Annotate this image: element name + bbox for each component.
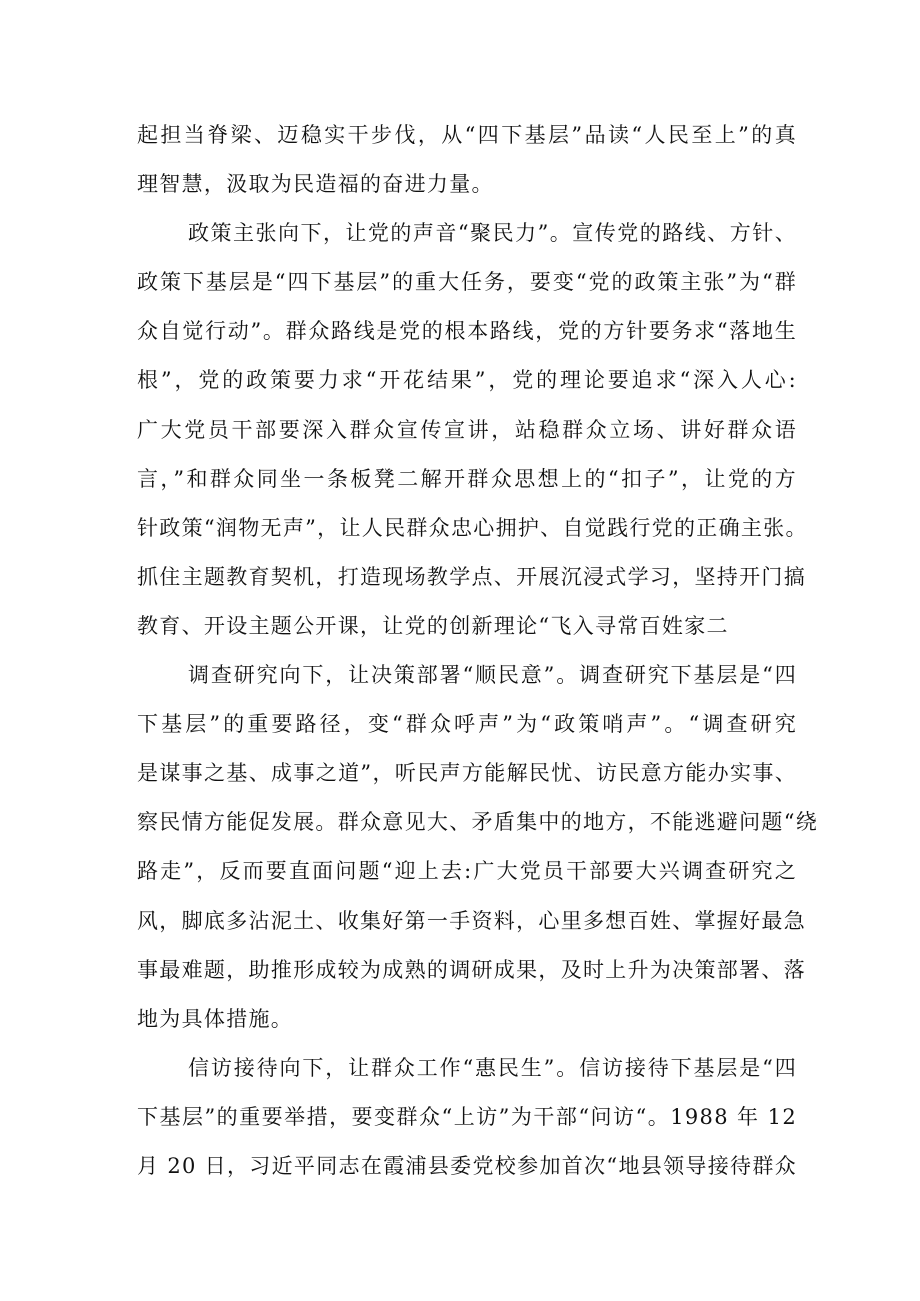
- text-line: 抓住主题教育契机，打造现场教学点、开展沉浸式学习，坚持开门搞: [137, 564, 806, 589]
- text-line: 信访接待向下，让群众工作“惠民生”。信访接待下基层是“四: [188, 1055, 797, 1080]
- text-line: 下基层”的重要举措，要变群众“上访”为干部“问访“。1988 年 12: [137, 1104, 797, 1129]
- text-line: 根”，党的政策要力求“开花结果”，党的理论要追求“深入人心:: [137, 368, 797, 393]
- text-line: 路走”，反而要直面问题“迎上去:广大党员干部要大兴调查研究之: [137, 859, 797, 884]
- body-text: [137, 111, 819, 1191]
- text-line: 针政策“润物无声”，让人民群众忠心拥护、自觉践行党的正确主张。: [137, 515, 808, 540]
- text-line: 众自觉行动”。群众路线是党的根本路线，党的方针要务求“落地生: [137, 319, 797, 344]
- paragraph-2: [137, 209, 808, 651]
- text-line: 政策主张向下，让党的声音“聚民力”。宣传党的路线、方针、: [188, 221, 797, 246]
- text-line: 言，”和群众同坐一条板凳二解开群众思想上的“扣子”，让党的方: [137, 466, 797, 491]
- text-line: 广大党员干部要深入群众宣传宣讲，站稳群众立场、讲好群众语: [137, 417, 797, 442]
- text-line: 下基层”的重要路径，变“群众呼声”为“政策哨声”。“调查研究: [137, 712, 797, 737]
- text-line: 地为具体措施。: [137, 1006, 294, 1031]
- text-line: 事最难题，助推形成较为成熟的调研成果，及时上升为决策部署、落: [137, 957, 806, 982]
- paragraph-1: [137, 111, 797, 209]
- text-line: 政策下基层是“四下基层”的重大任务，要变“党的政策主张”为“群: [137, 270, 797, 295]
- text-line: 察民情方能促发展。群众意见大、矛盾集中的地方，不能逃避问题“绕: [137, 810, 819, 835]
- text-line: 调查研究向下，让决策部署“顺民意”。调查研究下基层是“四: [188, 663, 797, 688]
- text-line: 是谋事之基、成事之道”，听民声方能解民忧、访民意方能办实事、: [137, 761, 797, 786]
- text-line: 教育、开设主题公开课，让党的创新理论“飞入寻常百姓家二: [137, 613, 729, 638]
- text-line: 理智慧，汲取为民造福的奋进力量。: [137, 172, 494, 197]
- paragraph-3: [137, 651, 819, 1044]
- text-line: 起担当脊梁、迈稳实干步伐，从“四下基层”品读“人民至上”的真: [137, 123, 797, 147]
- text-line: 月 20 日，习近平同志在霞浦县委党校参加首次“地县领导接待群众: [137, 1153, 797, 1178]
- paragraph-4: [137, 1044, 797, 1191]
- text-line: 风，脚底多沾泥土、收集好第一手资料，心里多想百姓、掌握好最急: [137, 908, 806, 933]
